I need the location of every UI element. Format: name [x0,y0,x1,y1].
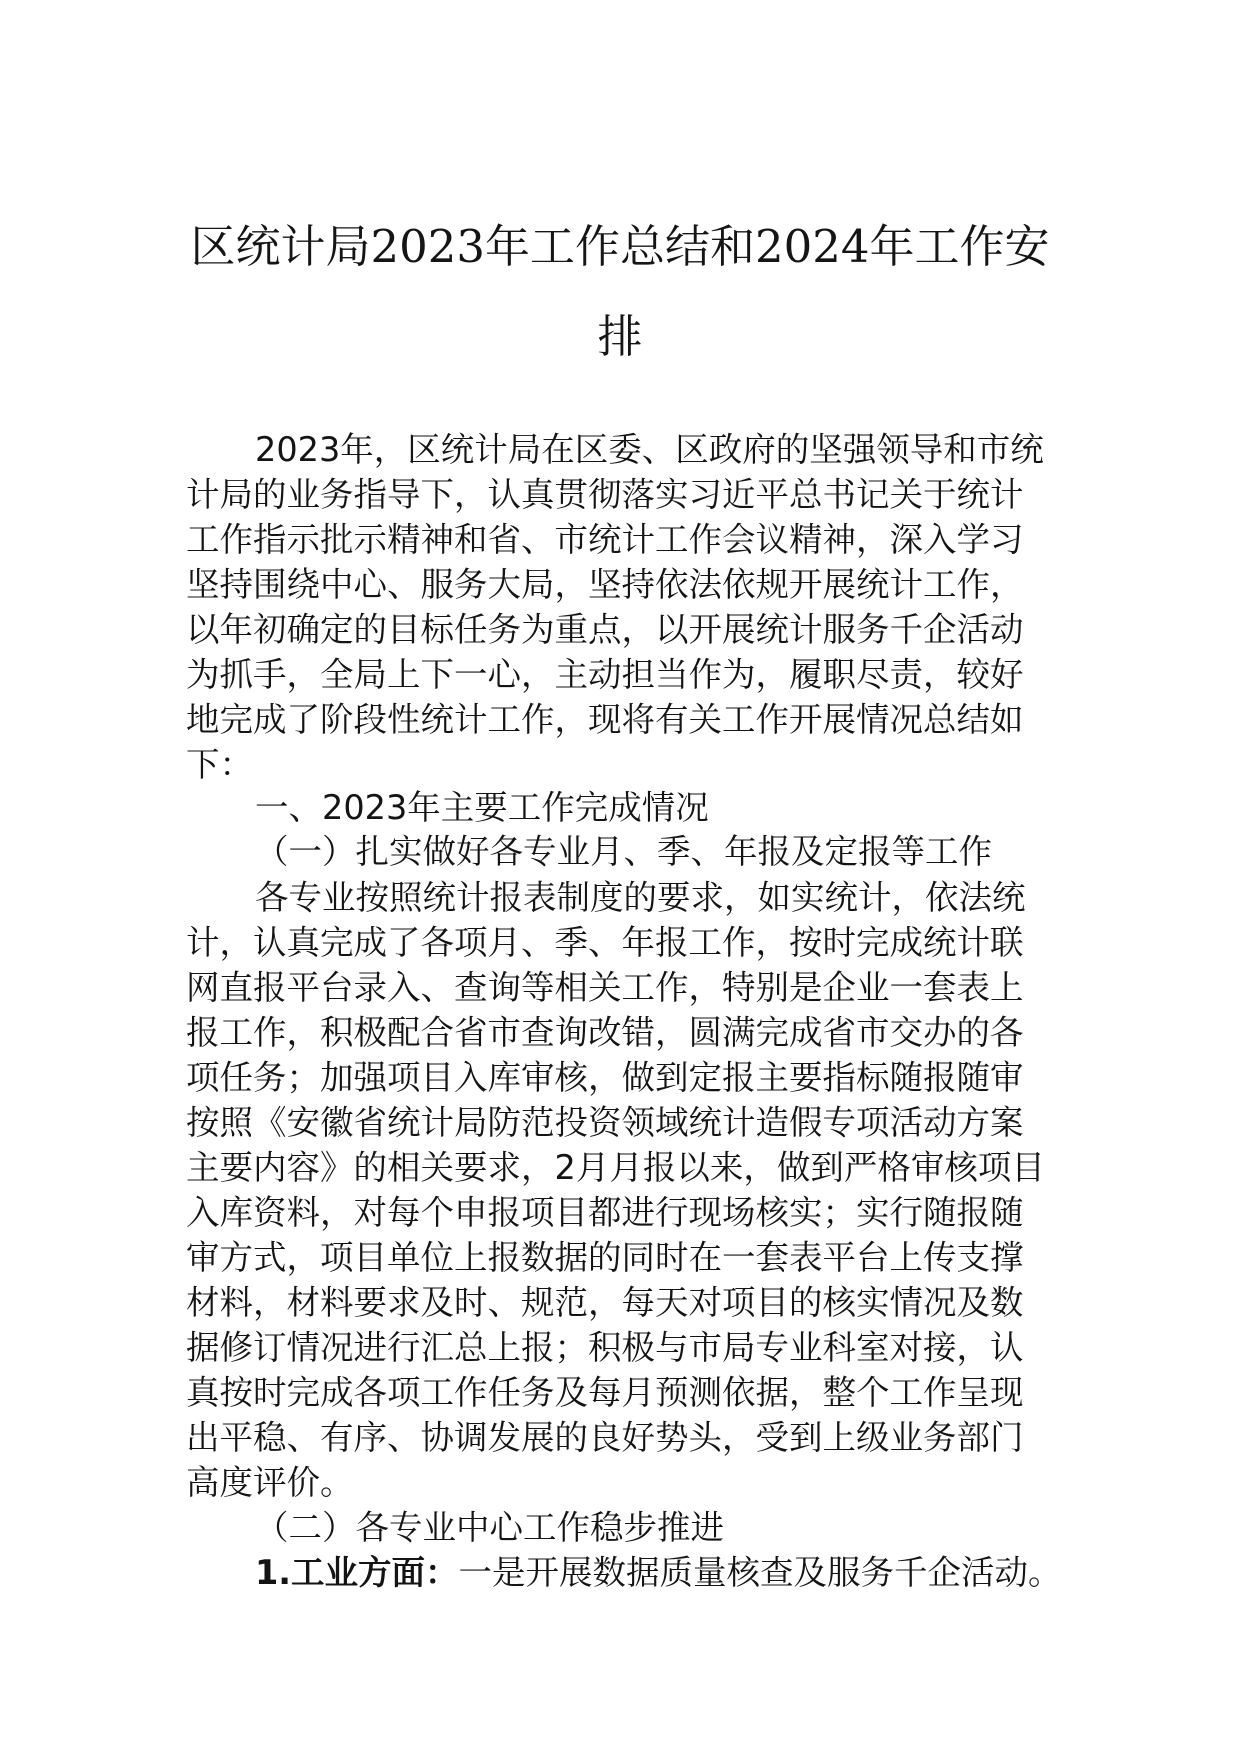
sub1-line-4: 报工作，积极配合省市查询改错，圆满完成省市交办的各 [186,1013,1024,1052]
document-title-line-1: 区统计局2023年工作总结和2024年工作安 [190,220,1050,273]
intro-line-3: 工作指示批示精神和省、市统计工作会议精神，深入学习 [186,520,1024,559]
sub1-line-11: 据修订情况进行汇总上报；积极与市局专业科室对接，认 [186,1328,1024,1367]
sub1-line-1: 各专业按照统计报表制度的要求，如实统计，依法统 [255,878,1026,917]
intro-line-6: 为抓手，全局上下一心，主动担当作为，履职尽责，较好 [186,655,1024,694]
sub1-line-3: 网直报平台录入、查询等相关工作，特别是企业一套表上 [186,968,1024,1007]
sub1-line-14: 高度评价。 [186,1463,354,1502]
sub1-line-13: 出平稳、有序、协调发展的良好势头，受到上级业务部门 [186,1418,1024,1457]
sub1-line-6: 按照《安徽省统计局防范投资领域统计造假专项活动方案 [186,1103,1024,1142]
intro-line-1: 2023年，区统计局在区委、区政府的坚强领导和市统 [255,430,1044,469]
subsection-2-heading: （二）各专业中心工作稳步推进 [255,1508,724,1547]
item-1-line [255,1553,1155,1593]
item-1-lead: 1.工业方面： [255,1553,459,1592]
item-1-text: 一是开展数据质量核查及服务千企活动。 [458,1553,1062,1592]
sub1-line-10: 材料，材料要求及时、规范，每天对项目的核实情况及数 [186,1283,1024,1322]
section-1-heading: 一、2023年主要工作完成情况 [255,788,709,827]
sub1-line-5: 项任务；加强项目入库审核，做到定报主要指标随报随审 [186,1058,1024,1097]
sub1-line-12: 真按时完成各项工作任务及每月预测依据，整个工作呈现 [186,1373,1024,1412]
sub1-line-2: 计，认真完成了各项月、季、年报工作，按时完成统计联 [186,923,1024,962]
document-title-line-2: 排 [597,310,643,363]
subsection-1-heading: （一）扎实做好各专业月、季、年报及定报等工作 [255,832,992,871]
intro-line-5: 以年初确定的目标任务为重点，以开展统计服务千企活动 [186,610,1024,649]
intro-line-4: 坚持围绕中心、服务大局，坚持依法依规开展统计工作， [186,565,1024,604]
intro-line-7: 地完成了阶段性统计工作，现将有关工作开展情况总结如 [186,700,1024,739]
sub1-line-8: 入库资料，对每个申报项目都进行现场核实；实行随报随 [186,1193,1024,1232]
sub1-line-7: 主要内容》的相关要求，2月月报以来，做到严格审核项目 [186,1148,1045,1187]
intro-line-2: 计局的业务指导下，认真贯彻落实习近平总书记关于统计 [186,475,1024,514]
sub1-line-9: 审方式，项目单位上报数据的同时在一套表平台上传支撑 [186,1238,1024,1277]
intro-line-8: 下： [186,745,253,784]
